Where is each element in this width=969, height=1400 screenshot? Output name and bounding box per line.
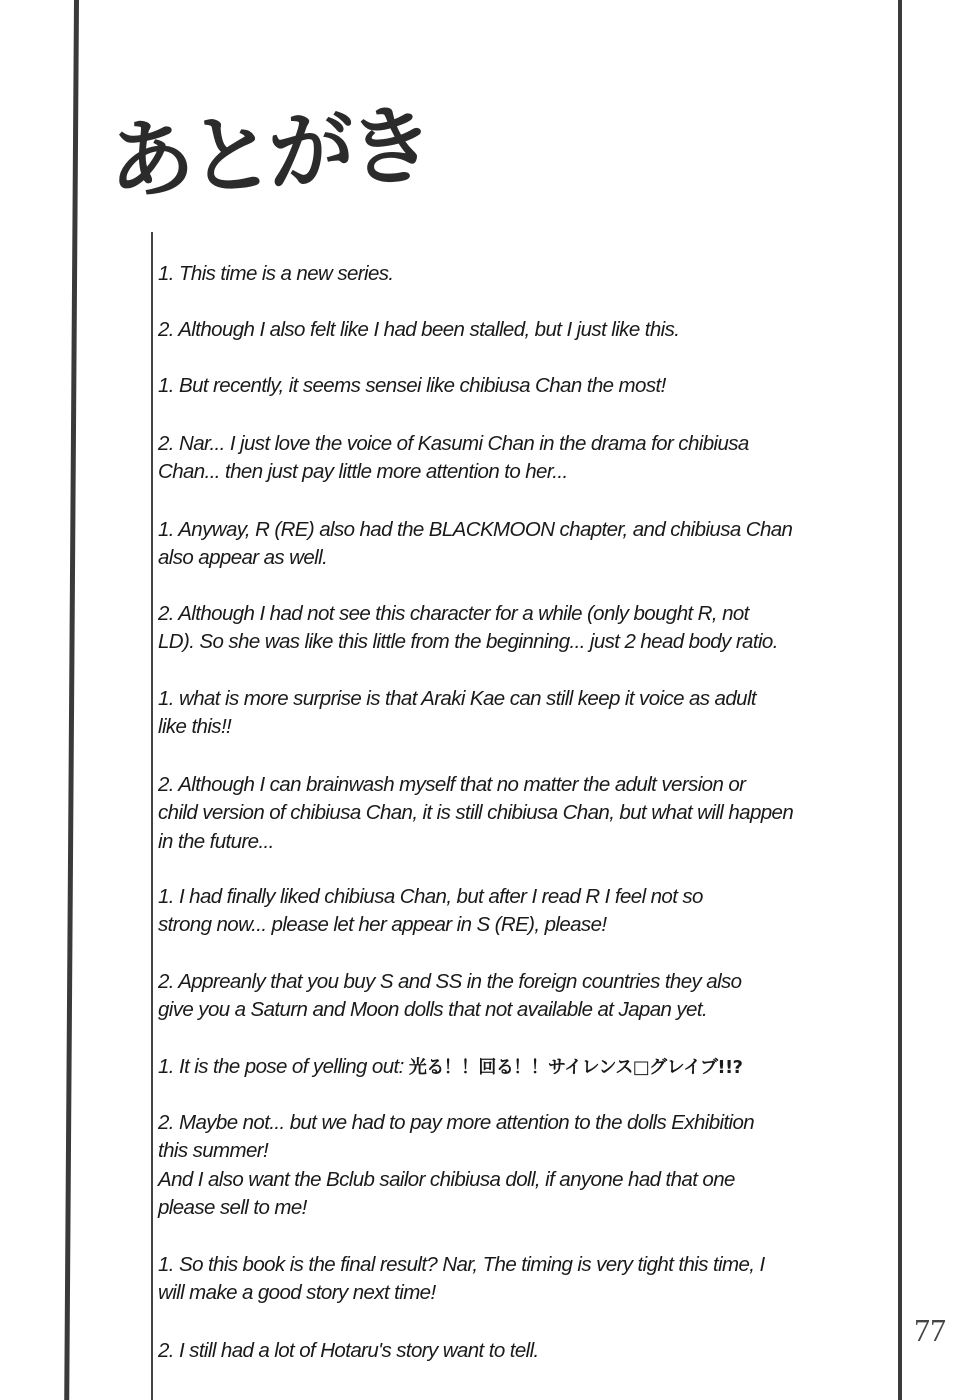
paragraph-line: child version of chibiusa Chan, it is still chibiusa Chan, but what will happen (158, 801, 794, 825)
paragraph-line: Chan... then just pay little more attention to her... (158, 460, 568, 484)
paragraph-line: 1. what is more surprise is that Araki Kae can still keep it voice as adult (158, 687, 756, 710)
paragraph-line: 1. I had finally liked chibiusa Chan, but after I read R I feel not so (158, 885, 703, 908)
text-column-rule (151, 232, 153, 1400)
paragraph-line: And I also want the Bclub sailor chibiusa doll, if anyone had that one (158, 1167, 735, 1191)
paragraph-line: this summer! (158, 1139, 269, 1163)
paragraph-line: like this!! (158, 715, 232, 739)
paragraph-line: 2. I still had a lot of Hotaru's story want to tell. (158, 1339, 539, 1362)
paragraph-line: strong now... please let her appear in S (RE), please! (158, 913, 607, 937)
paragraph-line: give you a Saturn and Moon dolls that not available at Japan yet. (158, 998, 708, 1022)
afterword-paragraph (158, 1251, 765, 1308)
afterword-paragraph (158, 771, 793, 856)
afterword-paragraph (158, 685, 756, 742)
paragraph-line: 2. Although I had not see this character for a while (only bought R, not (158, 602, 749, 625)
afterword-paragraph (158, 260, 394, 288)
afterword-paragraph (158, 600, 778, 657)
paragraph-line: 1. Anyway, R (RE) also had the BLACKMOON chapter, and chibiusa Chan (158, 518, 793, 541)
afterword-paragraph (158, 1337, 539, 1365)
afterword-paragraph (158, 372, 666, 400)
paragraph-line: 1. So this book is the final result? Nar, The timing is very tight this time, I (158, 1253, 765, 1276)
afterword-paragraph (158, 316, 679, 344)
afterword-paragraph (158, 516, 792, 573)
paragraph-line: also appear as well. (158, 546, 328, 570)
afterword-paragraph (158, 1053, 742, 1081)
paragraph-line: in the future... (158, 829, 274, 853)
afterword-title: あとがき (106, 95, 431, 213)
page-frame-left-border (64, 0, 79, 1400)
paragraph-line: LD). So she was like this little from the beginning... just 2 head body ratio. (158, 630, 778, 654)
paragraph-line: 2. Although I can brainwash myself that no matter the adult version or (158, 773, 746, 796)
page-number: 77 (914, 1312, 946, 1348)
afterword-paragraph (158, 1109, 754, 1222)
paragraph-line: 1. It is the pose of yelling out: 光る！！回る！！サイレンス□グレイブ!!? (158, 1055, 743, 1078)
paragraph-line: 2. Maybe not... but we had to pay more attention to the dolls Exhibition (158, 1111, 755, 1134)
paragraph-line: 2. Nar... I just love the voice of Kasumi Chan in the drama for chibiusa (158, 432, 749, 455)
paragraph-line: 2. Although I also felt like I had been stalled, but I just like this. (158, 318, 680, 341)
japanese-quote: 光る！！回る！！サイレンス□グレイブ!!? (408, 1057, 743, 1078)
paragraph-line: will make a good story next time! (158, 1281, 436, 1305)
afterword-paragraph (158, 430, 749, 487)
afterword-paragraph (158, 883, 703, 940)
page-frame-right-border (898, 0, 902, 1400)
paragraph-line: 2. Appreanly that you buy S and SS in the foreign countries they also (158, 970, 742, 993)
paragraph-line: 1. But recently, it seems sensei like chibiusa Chan the most! (158, 374, 666, 397)
afterword-paragraph (158, 968, 741, 1025)
paragraph-line: please sell to me! (158, 1195, 307, 1219)
paragraph-line: 1. This time is a new series. (158, 262, 394, 285)
